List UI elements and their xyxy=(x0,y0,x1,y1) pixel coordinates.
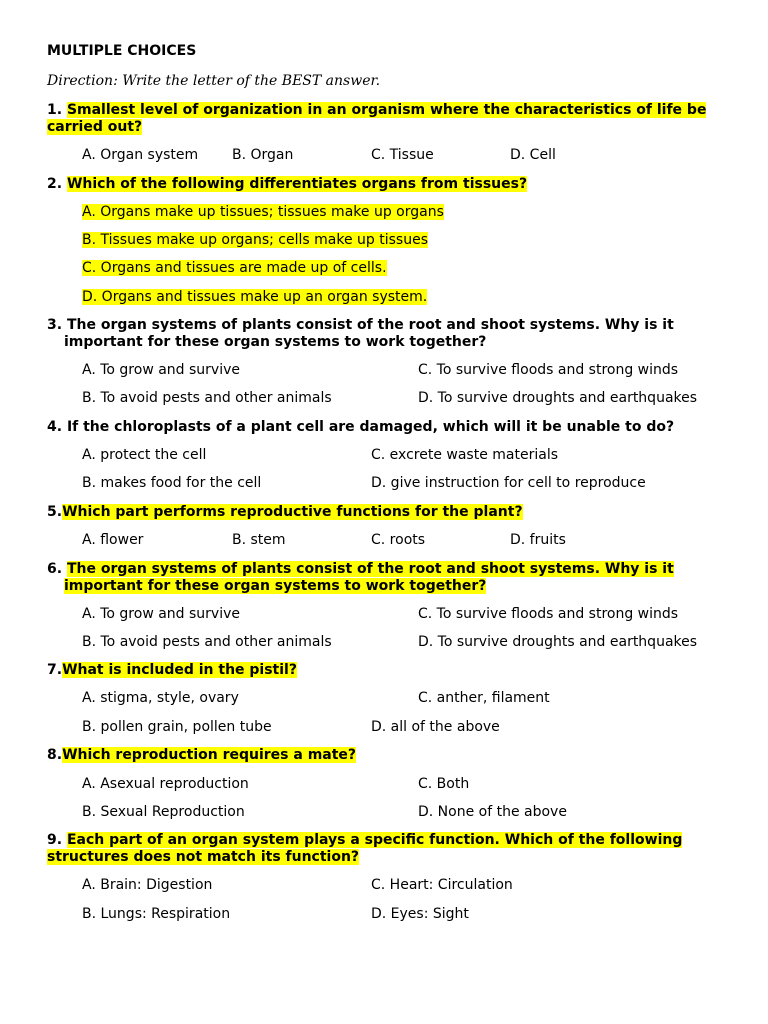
question-8-number: 8. xyxy=(47,747,63,763)
q9-option-a: A. Brain: Digestion xyxy=(82,877,213,893)
q9-option-b: B. Lungs: Respiration xyxy=(82,906,231,922)
q3-option-c: C. To survive floods and strong winds xyxy=(418,362,679,378)
q8-option-b: B. Sexual Reproduction xyxy=(82,804,245,820)
q7-option-b: B. pollen grain, pollen tube xyxy=(82,719,272,735)
question-5 xyxy=(47,504,523,521)
question-1-continued xyxy=(47,119,142,136)
question-6 xyxy=(47,561,674,578)
question-7-number: 7. xyxy=(47,662,63,678)
q1-option-b: B. Organ xyxy=(232,147,294,163)
direction-text: Direction: Write the letter of the BEST answer. xyxy=(47,73,381,89)
q8-option-d: D. None of the above xyxy=(418,804,567,820)
question-1-text-line1: Smallest level of organization in an organism where the characteristics of life be xyxy=(66,102,707,118)
question-6-text-line2: important for these organ systems to work together? xyxy=(64,578,487,594)
question-4-text-line1: If the chloroplasts of a plant cell are damaged, which will it be unable to do? xyxy=(66,419,675,435)
q3-option-d: D. To survive droughts and earthquakes xyxy=(418,390,698,406)
worksheet-title: MULTIPLE CHOICES xyxy=(47,43,197,59)
question-8-text-line1: Which reproduction requires a mate? xyxy=(62,747,357,763)
question-9-text-line2: structures does not match its function? xyxy=(47,849,360,865)
question-9-text-line1: Each part of an organ system plays a specific function. Which of the following xyxy=(66,832,683,848)
question-4-number: 4. xyxy=(47,419,63,435)
q4-option-b: B. makes food for the cell xyxy=(82,475,262,491)
q7-option-a: A. stigma, style, ovary xyxy=(82,690,239,706)
q6-option-a: A. To grow and survive xyxy=(82,606,241,622)
question-7-text-line1: What is included in the pistil? xyxy=(62,662,297,678)
q4-option-d: D. give instruction for cell to reproduce xyxy=(371,475,646,491)
question-3-text-line2: important for these organ systems to work together? xyxy=(64,334,487,350)
q3-option-a: A. To grow and survive xyxy=(82,362,241,378)
q6-option-b: B. To avoid pests and other animals xyxy=(82,634,332,650)
q1-option-d: D. Cell xyxy=(510,147,556,163)
question-1-text-line2: carried out? xyxy=(47,119,143,135)
question-1-number: 1. xyxy=(47,102,63,118)
q9-option-c: C. Heart: Circulation xyxy=(371,877,513,893)
q8-option-a: A. Asexual reproduction xyxy=(82,776,249,792)
question-2-number: 2. xyxy=(47,176,63,192)
question-2-text-line1: Which of the following differentiates organs from tissues? xyxy=(66,176,528,192)
q5-option-a: A. flower xyxy=(82,532,144,548)
question-1 xyxy=(47,102,706,119)
q3-option-b: B. To avoid pests and other animals xyxy=(82,390,332,406)
q7-option-d: D. all of the above xyxy=(371,719,500,735)
q4-option-a: A. protect the cell xyxy=(82,447,207,463)
question-9-number: 9. xyxy=(47,832,63,848)
q2-option-a: A. Organs make up tissues; tissues make up organs xyxy=(82,204,444,220)
q5-option-c: C. roots xyxy=(371,532,426,548)
question-8 xyxy=(47,747,356,764)
q5-option-d: D. fruits xyxy=(510,532,566,548)
question-4 xyxy=(47,419,674,436)
question-3 xyxy=(47,317,674,334)
q5-option-b: B. stem xyxy=(232,532,286,548)
q2-option-c: C. Organs and tissues are made up of cells. xyxy=(82,260,387,276)
question-9 xyxy=(47,832,682,849)
question-2 xyxy=(47,176,527,193)
q8-option-c: C. Both xyxy=(418,776,470,792)
question-6-text-line1: The organ systems of plants consist of the root and shoot systems. Why is it xyxy=(66,561,674,577)
q7-option-c: C. anther, filament xyxy=(418,690,550,706)
q1-option-c: C. Tissue xyxy=(371,147,434,163)
q2-option-b: B. Tissues make up organs; cells make up tissues xyxy=(82,232,428,248)
q2-option-d: D. Organs and tissues make up an organ system. xyxy=(82,289,428,305)
question-3-text-line1: The organ systems of plants consist of the root and shoot systems. Why is it xyxy=(66,317,674,333)
q1-option-a: A. Organ system xyxy=(82,147,199,163)
question-7 xyxy=(47,662,297,679)
q4-option-c: C. excrete waste materials xyxy=(371,447,558,463)
question-3-number: 3. xyxy=(47,317,63,333)
question-5-number: 5. xyxy=(47,504,63,520)
question-6-number: 6. xyxy=(47,561,63,577)
question-5-text-line1: Which part performs reproductive functions for the plant? xyxy=(62,504,523,520)
q6-option-c: C. To survive floods and strong winds xyxy=(418,606,679,622)
q6-option-d: D. To survive droughts and earthquakes xyxy=(418,634,698,650)
q9-option-d: D. Eyes: Sight xyxy=(371,906,469,922)
